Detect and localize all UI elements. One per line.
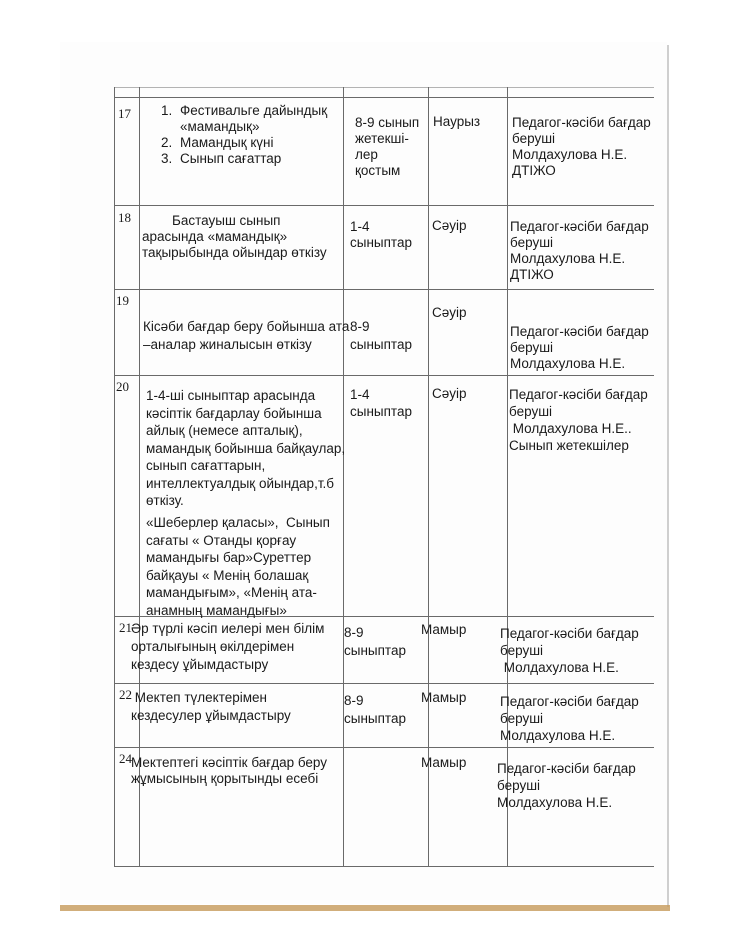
responsible: Педагог-кәсіби бағдар беруші Молдахулова Н.Е. bbox=[497, 761, 636, 810]
col-line-1 bbox=[139, 87, 140, 867]
row-number: 17 bbox=[118, 106, 131, 121]
list-item: 3. Сынып сағаттар bbox=[176, 151, 344, 167]
event-extra-text: «Шеберлер қаласы», Сынып сағаты « Отанды қорғау мамандығы бар»Суреттер байқауы « Менің болашақ мамандығым», «Менің ата- анамның мамандығы» bbox=[146, 515, 330, 618]
date: Мамыр bbox=[421, 755, 467, 770]
date: Сәуір bbox=[432, 305, 467, 320]
participants: 1-4 сыныптар bbox=[350, 387, 412, 419]
row-sep-19 bbox=[114, 289, 654, 290]
table-bottom-border bbox=[114, 866, 654, 867]
table-top-border bbox=[114, 97, 654, 98]
event-text: Бастауыш сынып арасында «мамандық» тақырыбында ойындар өткізу bbox=[142, 213, 327, 260]
row-sep-20 bbox=[114, 375, 654, 376]
date: Сәуір bbox=[432, 218, 467, 233]
row-sep-24 bbox=[114, 747, 654, 748]
row-number: 19 bbox=[116, 293, 129, 308]
row-number: 18 bbox=[118, 210, 131, 225]
date: Мамыр bbox=[421, 690, 467, 705]
participants: 8-9 сыныптар bbox=[344, 693, 406, 726]
date: Наурыз bbox=[433, 114, 481, 129]
responsible: Педагог-кәсіби бағдар беруші Молдахулова Н.Е. bbox=[500, 626, 639, 675]
date: Мамыр bbox=[421, 622, 467, 637]
row-number: 24 bbox=[119, 751, 132, 766]
scan-edge-right bbox=[667, 45, 669, 907]
participants: 8-9 сынып жетекші- лер қостым bbox=[355, 115, 420, 178]
scan-margin-top bbox=[0, 0, 734, 40]
participants: 1-4 сыныптар bbox=[350, 219, 412, 250]
date: Сәуір bbox=[432, 386, 467, 401]
document-page bbox=[60, 42, 667, 904]
event-list bbox=[144, 103, 344, 167]
event-text: Кісәби бағдар беру бойынша ата –аналар жиналысын өткізу bbox=[143, 319, 350, 352]
responsible: Педагог-кәсіби бағдар беруші Молдахулова Н.Е. ДТІЖО bbox=[510, 219, 649, 282]
responsible: Педагог-кәсіби бағдар беруші Молдахулова Н.Е. bbox=[500, 694, 639, 743]
row-sep-22 bbox=[114, 683, 654, 684]
list-item: 1. Фестивальге дайындық «мамандық» bbox=[176, 103, 344, 135]
scan-edge-bottom bbox=[60, 905, 670, 911]
responsible: Педагог-кәсіби бағдар беруші Молдахулова Н.Е.. Сынып жетекшілер bbox=[509, 387, 648, 453]
event-text: Әр түрлі кәсіп иелері мен білім орталығының өкілдерімен кездесу ұйымдастыру bbox=[131, 621, 325, 672]
row-number: 20 bbox=[116, 379, 129, 394]
col-line-0 bbox=[114, 87, 115, 867]
row-number: 21 bbox=[119, 620, 132, 635]
table-header-line bbox=[114, 87, 654, 88]
col-line-4 bbox=[507, 87, 508, 867]
event-text: Мектеп түлектерімен кездесулер ұйымдастыру bbox=[131, 690, 291, 723]
col-line-3 bbox=[428, 87, 429, 867]
participants: 8-9 сыныптар bbox=[350, 319, 412, 352]
event-text: Мектептегі кәсіптік бағдар беру жұмысының қорытынды есебі bbox=[131, 755, 328, 786]
event-text: 1-4-ші сыныптар арасында кәсіптік бағдарлау бойынша айлық (немесе апталық), мамандық бойынша байқаулар, сынып сағаттарын, интеллектуалдық ойындар,т.б өткізу. bbox=[146, 388, 346, 508]
row-number: 22 bbox=[119, 687, 132, 702]
list-item: 2. Мамандық күні bbox=[176, 135, 344, 151]
row-sep-18 bbox=[114, 205, 654, 206]
participants: 8-9 сыныптар bbox=[344, 625, 406, 658]
responsible: Педагог-кәсіби бағдар беруші Молдахулова Н.Е. ДТІЖО bbox=[512, 115, 651, 178]
responsible: Педагог-кәсіби бағдар беруші Молдахулова Н.Е. bbox=[510, 324, 649, 371]
